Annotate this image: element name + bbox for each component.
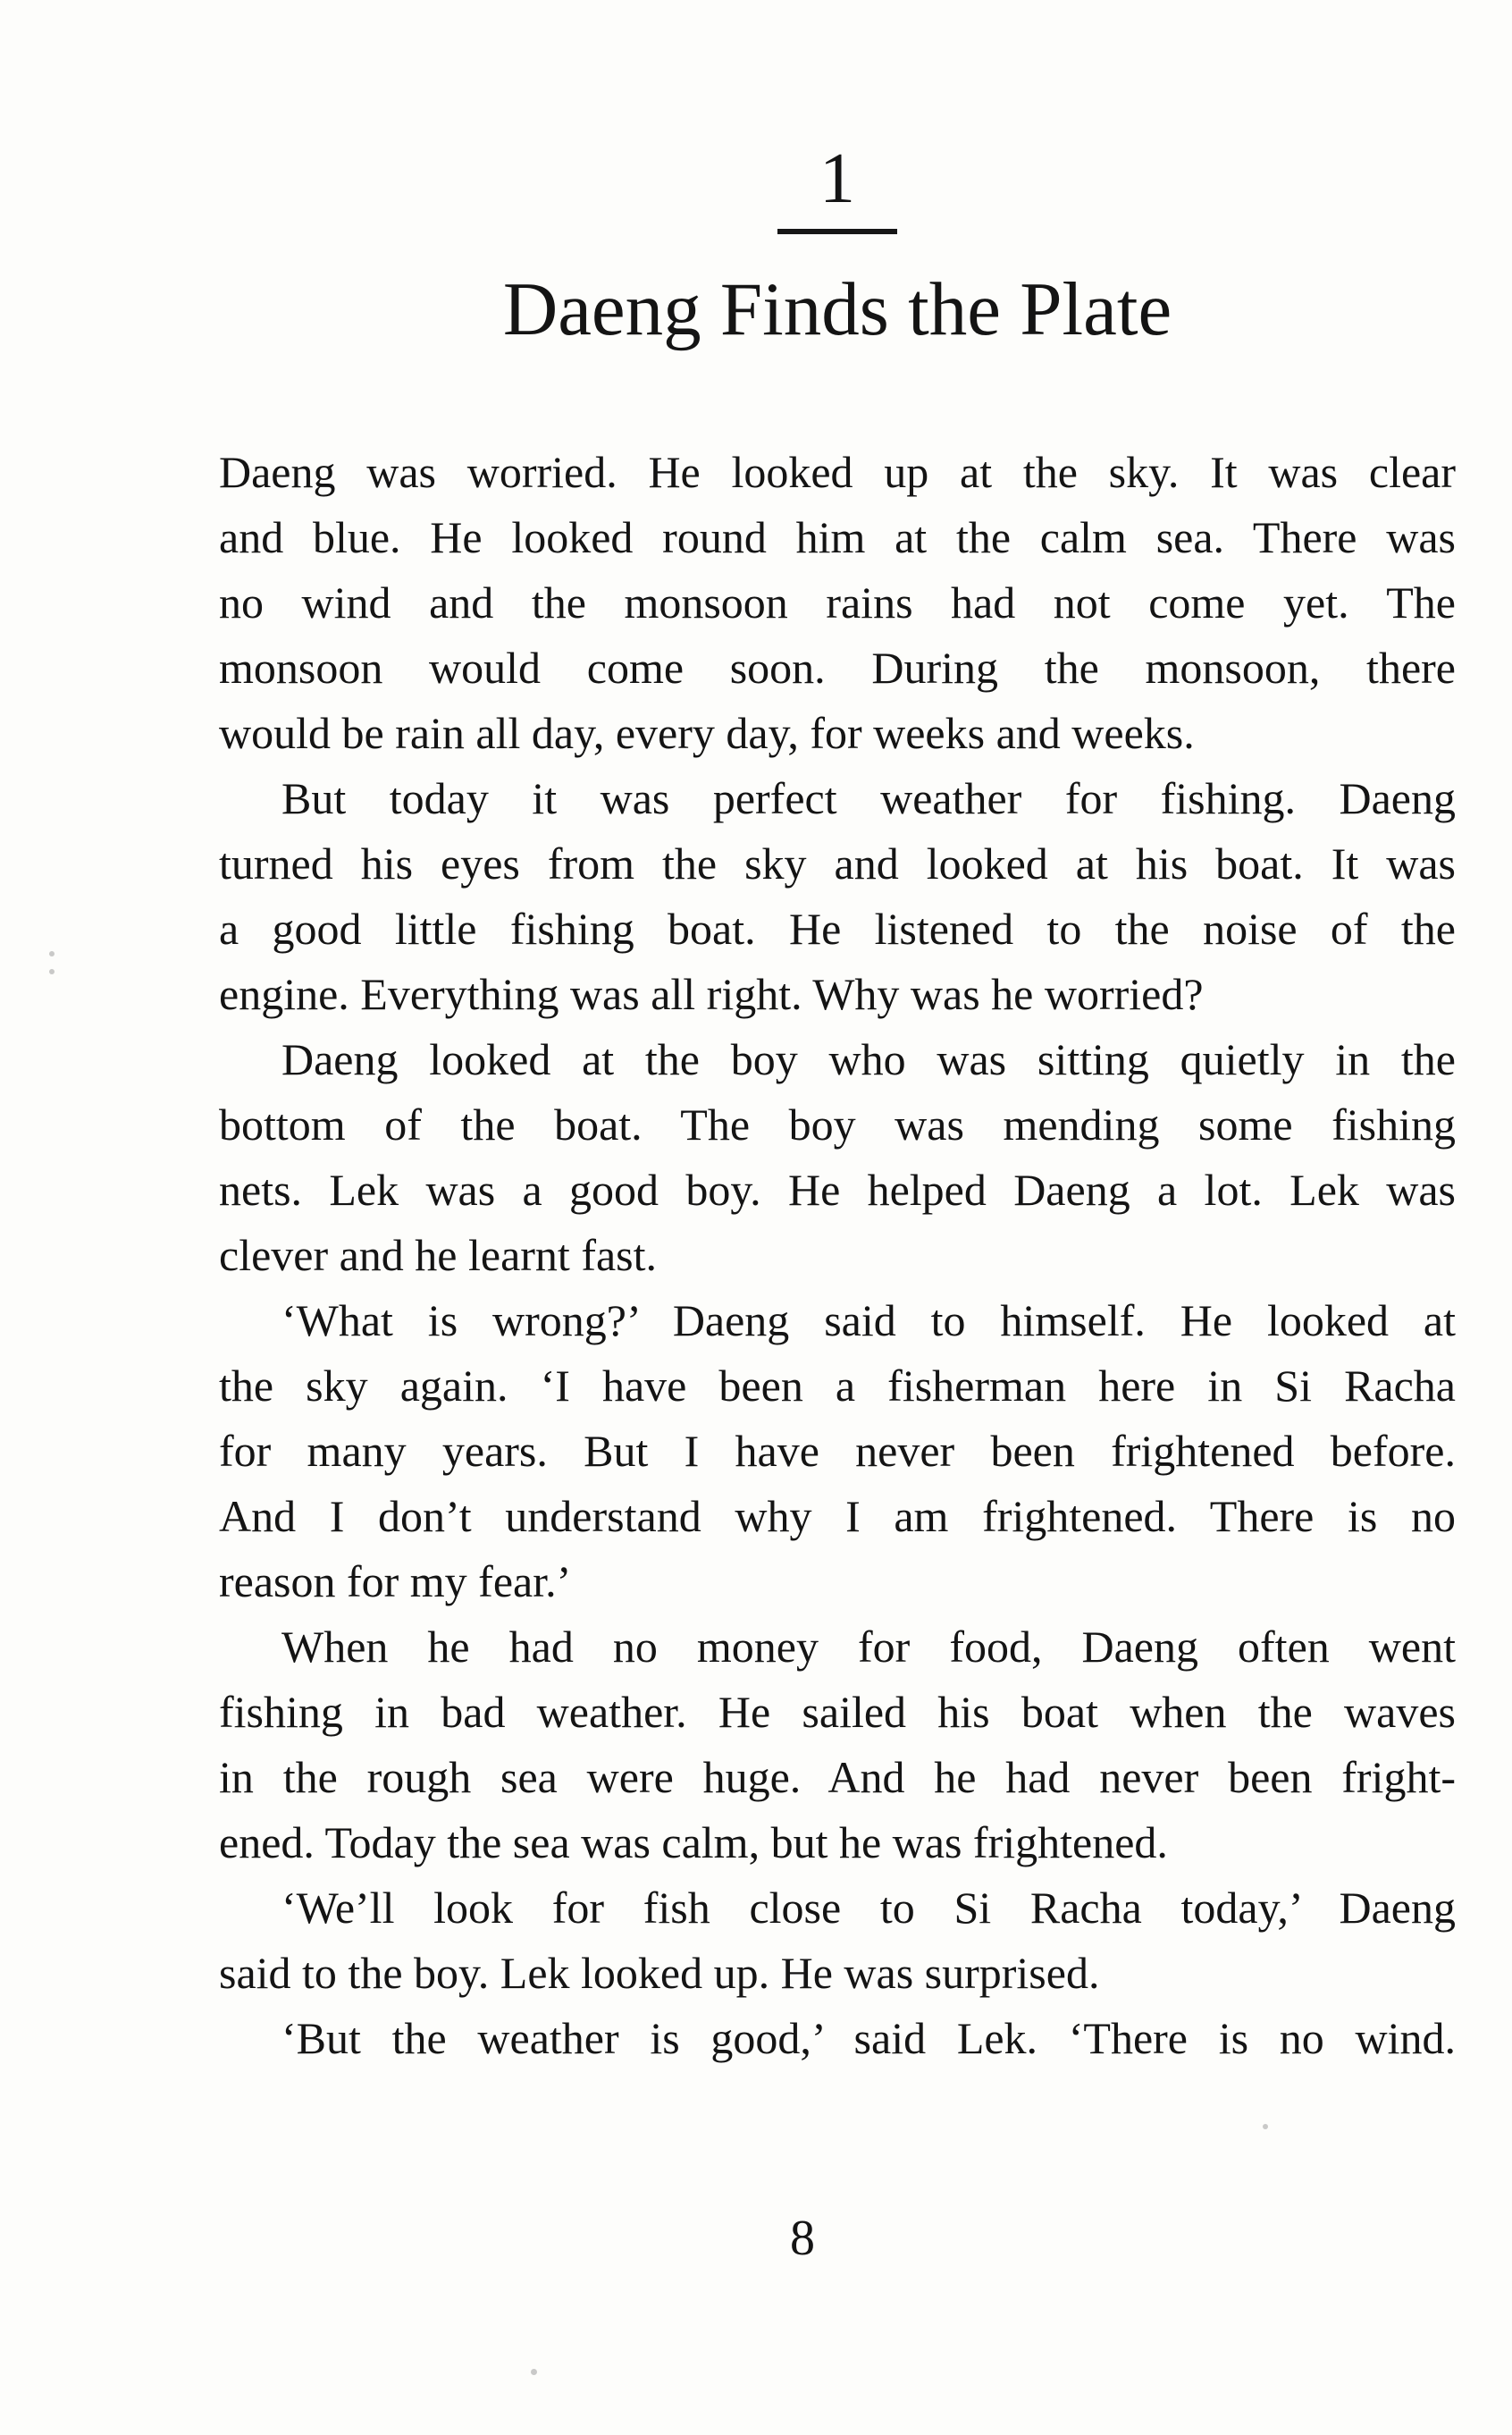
paragraph <box>219 440 1456 766</box>
scan-speck <box>49 951 55 956</box>
text-line: ened. Today the sea was calm, but he was frightened. <box>219 1817 1168 1867</box>
text-line: ‘But the weather is good,’ said Lek. ‘There is no wind. <box>281 2013 1456 2063</box>
paragraph <box>219 766 1456 1027</box>
chapter-number: 1 <box>819 139 855 218</box>
text-line: ‘We’ll look for fish close to Si Racha today,’ Daeng <box>281 1883 1456 1933</box>
text-line: would be rain all day, every day, for weeks and weeks. <box>219 708 1195 758</box>
text-line: reason for my fear.’ <box>219 1556 572 1606</box>
text-line: engine. Everything was all right. Why was he worried? <box>219 969 1204 1019</box>
text-line: fishing in bad weather. He sailed his boat when the waves <box>219 1687 1456 1737</box>
text-line: When he had no money for food, Daeng often went <box>281 1622 1456 1672</box>
text-line: the sky again. ‘I have been a fisherman here in Si Racha <box>219 1361 1456 1411</box>
text-line: ‘What is wrong?’ Daeng said to himself. He looked at <box>281 1295 1456 1345</box>
text-line: and blue. He looked round him at the calm sea. There was <box>219 512 1456 562</box>
scan-speck <box>531 2369 537 2375</box>
text-line: a good little fishing boat. He listened to the noise of the <box>219 904 1456 954</box>
text-line: bottom of the boat. The boy was mending some fishing <box>219 1100 1456 1150</box>
text-line: said to the boy. Lek looked up. He was surprised. <box>219 1948 1100 1998</box>
text-line: for many years. But I have never been frightened before. <box>219 1426 1456 1476</box>
scan-speck <box>1263 2124 1268 2129</box>
paragraph <box>219 2006 1456 2071</box>
paragraph <box>219 1875 1456 2006</box>
chapter-number-rule <box>777 229 897 234</box>
text-line: in the rough sea were huge. And he had never been fright- <box>219 1752 1456 1802</box>
paragraph <box>219 1288 1456 1614</box>
chapter-title: Daeng Finds the Plate <box>502 267 1172 351</box>
text-line: And I don’t understand why I am frightened. There is no <box>219 1491 1456 1541</box>
text-line: Daeng was worried. He looked up at the sky. It was clear <box>219 447 1456 497</box>
text-line: no wind and the monsoon rains had not come yet. The <box>219 577 1456 628</box>
text-line: monsoon would come soon. During the monsoon, there <box>219 643 1456 693</box>
scan-speck <box>49 969 55 974</box>
text-line: nets. Lek was a good boy. He helped Daeng a lot. Lek was <box>219 1165 1456 1215</box>
text-line: Daeng looked at the boy who was sitting quietly in the <box>281 1034 1456 1084</box>
paragraph <box>219 1614 1456 1875</box>
body-text <box>219 440 1456 2071</box>
text-line: But today it was perfect weather for fishing. Daeng <box>281 773 1456 823</box>
page-number: 8 <box>790 2211 815 2266</box>
text-line: clever and he learnt fast. <box>219 1230 658 1280</box>
paragraph <box>219 1027 1456 1288</box>
text-line: turned his eyes from the sky and looked at his boat. It was <box>219 838 1456 889</box>
